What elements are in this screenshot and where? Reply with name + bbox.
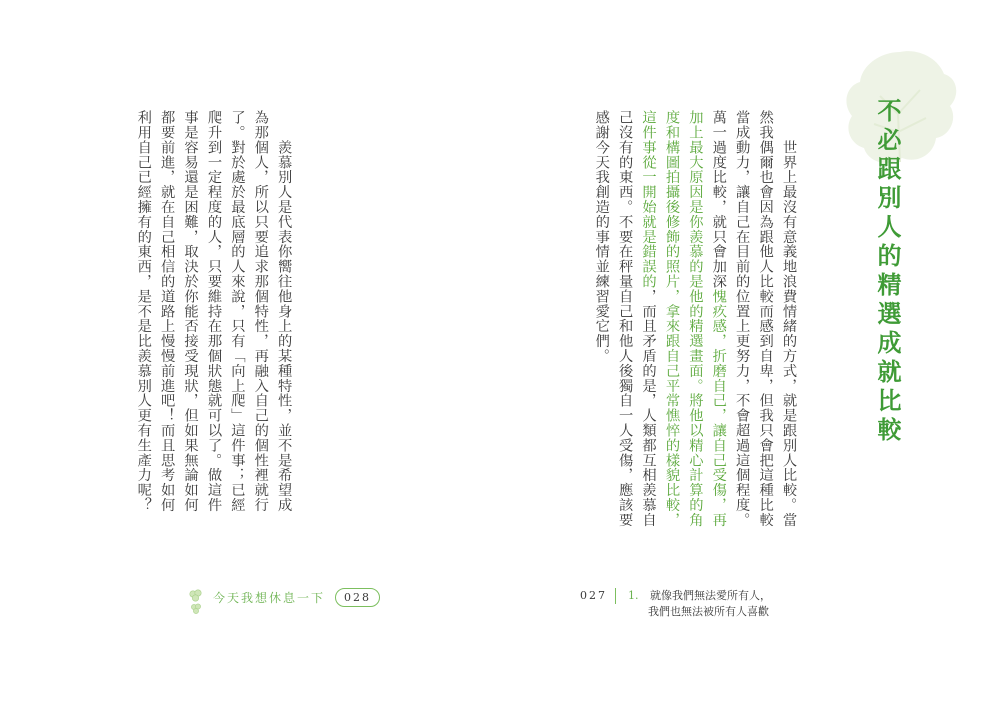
footnote <box>628 588 771 620</box>
chapter-title: 不必跟別人的精選成就比較 <box>873 98 902 446</box>
page-number-right: 027 <box>580 588 616 604</box>
page-number-left: 028 <box>335 588 380 607</box>
running-head-book-title: 今天我想休息一下 <box>213 591 326 605</box>
footnote-line1: 就像我們無法愛所有人， <box>650 589 771 602</box>
right-page <box>500 0 1000 701</box>
footnote-line2: 我們也無法被所有人喜歡 <box>648 605 769 618</box>
left-paragraph: 羨慕別人是代表你嚮往他身上的某種特性，並不是希望成為那個人，所以只要追求那個特性，再融入自己的個性裡就行了。對於處於最底層的人來說，只有「向上爬」這件事；已經爬升到一定程度的人，只要維持在那個狀態就可以了。做這件事是容易還是困難，取決於你能否接受現狀，但如果無論如何都要前進，就在自己相信的道路上慢慢前進吧！而且思考如何利用自己已經擁有的東西，是不是比羨慕別人更有生產力呢？ <box>135 110 293 513</box>
body-text-part1: 世界上最沒有意義地浪費情緒的方式，就是跟別人比較。當然我偶爾也會因為跟他人比較而感到自卑，但我只會把這種比較當成動力，讓自己在目前的位置上更努力，不會超過這個程度。萬一過度比較，就只會加深 <box>710 110 797 528</box>
right-footer <box>580 588 771 620</box>
right-page-body <box>589 110 800 535</box>
body-text-part2: ，而且矛盾的是，人類都互相羨慕自己沒有的東西。不要在秤量自己和他人後獨自一人受傷，應該要感謝今天我創造的事情並練習愛它們。 <box>593 110 657 528</box>
body-text-highlight: 愧疚感，折磨自己，讓自己受傷，再加上最大原因是你羨慕的是他的精選畫面。將他以精心計算的角度和構圖拍攝後修飾的照片，拿來跟自己平常憔悴的樣貌比較，這件事從一開始就是錯誤的 <box>640 110 727 528</box>
left-footer <box>183 588 380 607</box>
left-page-body <box>85 110 342 520</box>
footnote-number: 1. <box>628 589 639 602</box>
